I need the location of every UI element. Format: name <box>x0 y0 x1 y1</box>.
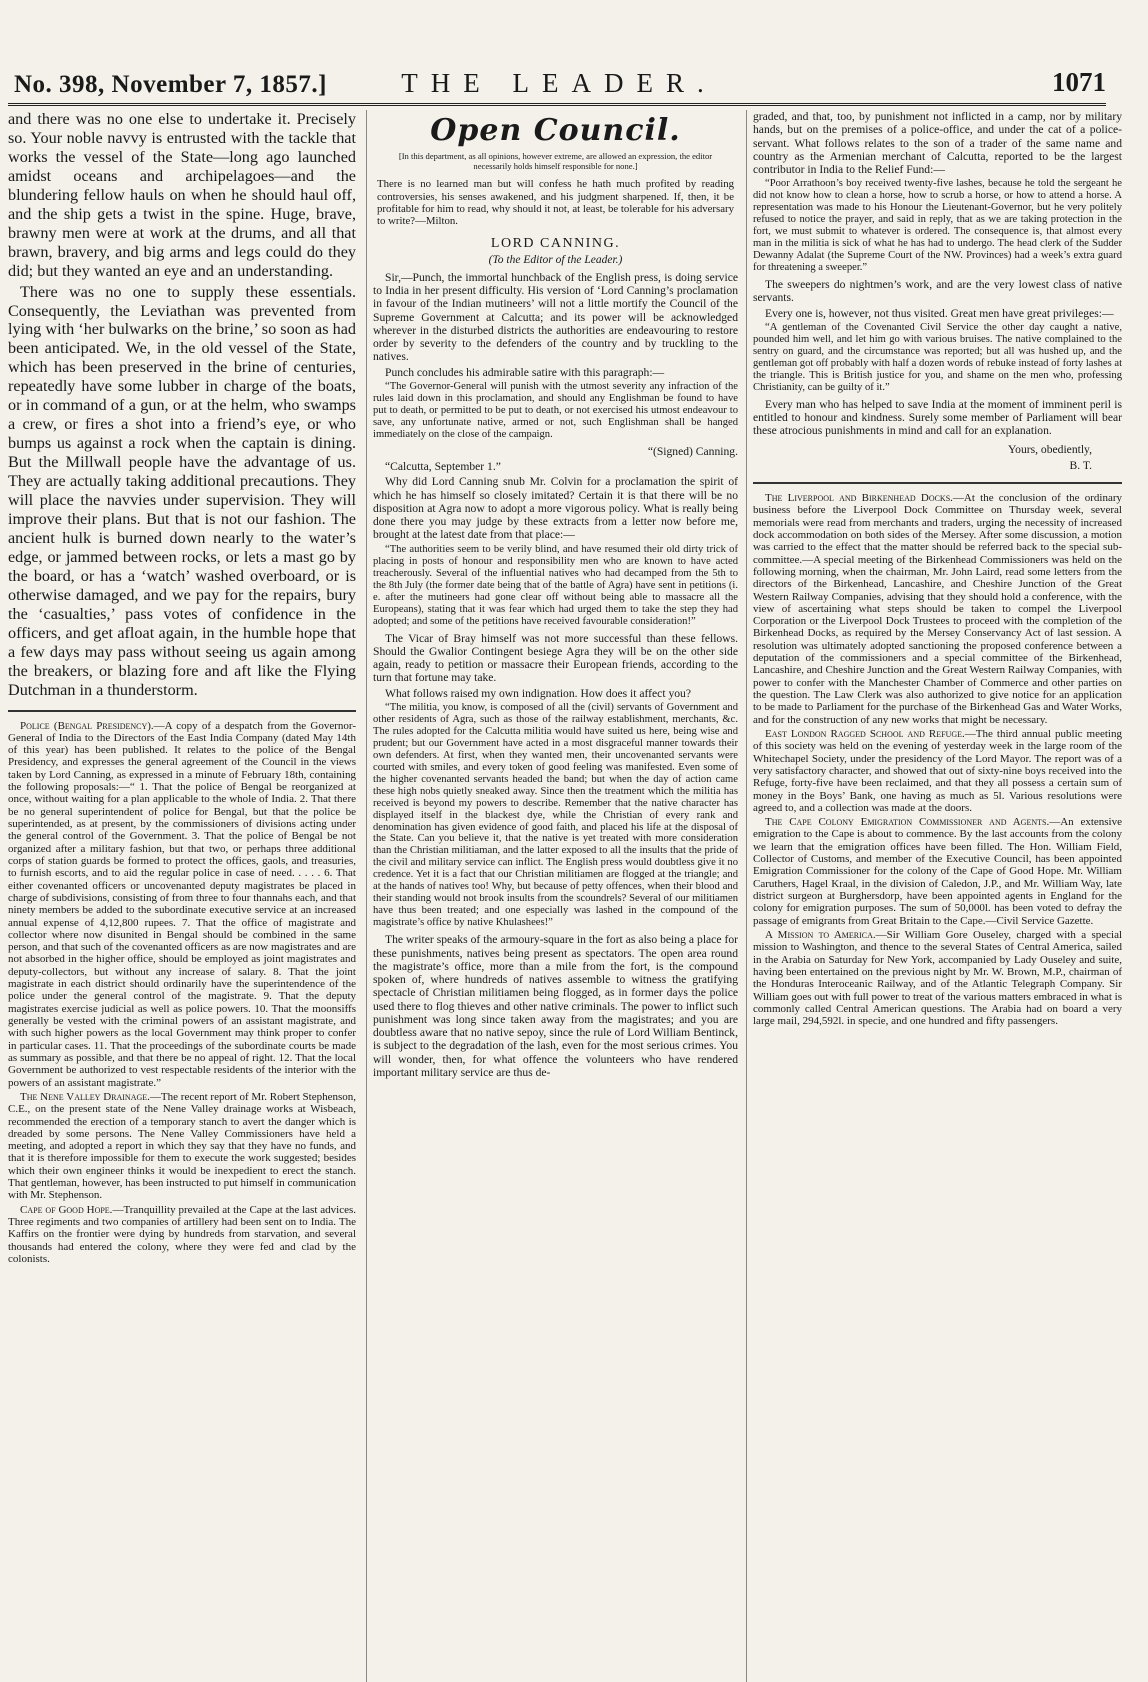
item-body: —The recent report of Mr. Robert Stephenson, C.E., on the present state of the Nene Valley drainage works at Wisbeach, recommended the erection of a temporary stanch to avert the danger which is dreaded by some persons. The Nene Valley Commissioners have held a meeting, and adopted a report in which they say that they have no funds, and that it is therefore impossible for them to execute the work suggested; besides which their own engineer thinks it would be inexpedient to erect the stanch. That gentleman, however, has been instructed to put himself in communication with Mr. Stephenson. <box>8 1090 356 1202</box>
item-heading: The Cape Colony Emigration Commissioner and Agents. <box>765 816 1050 829</box>
paragraph: Why did Lord Canning snub Mr. Colvin for a proclamation the spirit of which he has himself so closely imitated? Certain it is that there will be no disposition at Agra now to adopt a more vigorous policy. What is really being done there you may judge by these extracts from a letter now before me, brought at the latest date from that place:— <box>373 475 738 542</box>
issue-date: No. 398, November 7, 1857.] <box>14 71 327 98</box>
article-subtitle: (To the Editor of the Leader.) <box>488 253 623 266</box>
quote: “A gentleman of the Covenanted Civil Service the other day caught a native, pounded him well, and let him go with various bruises. The native complained to the sentry on guard, and the circumstance was reported; but all was hushed up, and the gentleman got off probably with half a dozen words of rebuke instead of forty lashes at the triangle. This is British justice for you, and shame on the men who, professing Christianity, can be guilty of it.” <box>753 321 1122 393</box>
quote: “The Governor-General will punish with the utmost severity any infraction of the rules laid down in this proclamation, and should any Englishman be found to have put to death, or permitted to be put to death, or not exercised his utmost endeavour to save, any unfortunate native, armed or not, such Englishman shall be hanged immediately on the close of the campaign. <box>373 381 738 440</box>
column-3 <box>746 110 1122 1682</box>
signature: “(Signed) Canning. <box>647 444 738 458</box>
news-nene <box>8 1091 356 1202</box>
item-heading: A Mission to America. <box>765 928 876 941</box>
divider <box>753 482 1122 484</box>
column-1 <box>8 110 356 1682</box>
paragraph: graded, and that, too, by punishment not inflicted in a camp, nor by military hands, but on the premises of a police-office, and under the cat of a police-servant. What follows relates to the son of a trader of the same name and country as the Armenian merchant of Calcutta, reported to be the largest contributor in India to the Relief Fund:— <box>753 110 1122 177</box>
paragraph: There was no one to supply these essentials. Consequently, the Leviathan was prevented from lying with ‘her bulwarks on the brine,’ so soon as had been anticipated. We, in the old vessel of the State, which has been preserved in the brine of centuries, repeatedly have some lubber in charge of the boats, or in command of a gun, or at the helm, who swamps a crew, or fires a shot into a friend’s eye, or who bumps us against a rock when the captain is dining. But the Millwall people have the advantage of us. They are actually taking additional precautions. They will place the navvies under supervision. They will improve their plans. But that is not our fashion. The ancient hulk is burned down nearly to the water’s edge, or jammed between rocks, or lets a mast go by the board, or has a ‘watch’ washed overboard, or is otherwise damaged, and we pay for the repairs, bury the ‘casualties,’ pass votes of confidence in the officers, and get afloat again, in the humble hope that a few days may pass without seeing us again among the breakers, or blazing fore and aft like the Flying Dutchman in a thunderstorm. <box>8 282 356 699</box>
item-heading: The Nene Valley Drainage. <box>20 1090 150 1103</box>
news-mission <box>753 929 1122 1028</box>
paragraph: Punch concludes his admirable satire with this paragraph:— <box>385 365 665 379</box>
item-body: —At the conclusion of the ordinary business before the Liverpool Dock Committee on Thursday week, several memorials were read from merchants and traders, urging the necessity of increased dock accommodation on both sides of the Mersey. After some discussion, a motion was carried to the effect that the matter should be referred back to the special sub-committee.—A special meeting of the Birkenhead Commissioners was held on the following morning, when the chairman, Mr. John Laird, read some letters from the directors of the Birkenhead, Lancashire, and Cheshire Junction of the Great Western Railway Companies, advising that they should hold a conference, with the view of ascertaining what steps should be taken to compel the Liverpool Corporation or the Liverpool Dock Trustees to proceed with the completion of the Birkenhead Docks, as required by the Mersey Conservancy Act of last session. A resolution was ultimately adopted sanctioning the proposed conference between a deputation of the commissioners and a special committee of the Birkenhead, Lancashire, and Cheshire Junction and the Great Western Railway Companies, with power to confer with the Manchester Chamber of Commerce and other parties on the question. The Law Clerk was also authorized to give notice for an application to be made to Parliament for the purchase of the Birkenhead Gas and Water Works, and for the construction of any new works that might be necessary. <box>753 492 1122 726</box>
page-number: 1071 <box>1052 67 1106 97</box>
epigraph: There is no learned man but will confess he hath much profited by reading controversies, his senses awakened, and his judgment sharpened. If, then, it be profitable for him to read, why should it not, at least, be tolerable for his adversary to write?—Milton. <box>377 178 734 228</box>
item-body: —A copy of a despatch from the Governor-General of India to the Directors of the East India Company (dated May 14th of this year) has been published. It relates to the police of the Bengal Presidency, and expresses the general agreement of the Council in the views taken by Lord Canning, as expressed in a minute of February 18th, containing the following proposals:—“ 1. That the police of Bengal be reorganized at once, without waiting for a plan applicable to the whole of India. 2. That there be no general superintendent of police for Bengal, but that the police be superintended, as at present, by the commissioners of divisions acting under the general control of the Government. 3. That the police of Bengal be not organized after a military fashion, but that two, or perhaps three additional corps of station guards be formed to protect the offices, gaols, and treasuries, to furnish escorts, and to aid the regular police in case of need. . . . . 6. That either covenanted officers or uncovenanted deputy magistrates be placed in charge of subdivisions, consisting of from three to four thannahs each, and that ninety members be added to the subordinate executive service at an increased annual expense of 4,12,800 rupees. 7. That the office of magistrate and collector where now disunited in Bengal should be combined in the same person, and that such of the covenanted officers as are now magistrates and are not absorbed in the higher office, should be employed as joint magistrates and deputy-collectors, but without any increase of salary. 8. That the joint magistrate in each district should ordinarily have the superintendence of the police under the general control of the magistrate. 9. That the deputy magistrates exercise judicial as well as police powers. 10. That the moonsiffs generally be vested with the criminal powers of an assistant magistrate, and with such higher powers as the local Government may think proper to confer in particular cases. 11. That the proceedings of the subordinate courts be made as summary as possible, and that there be no appeal of right. 12. That the local Government be authorized to vest respectable residents of the interior with the powers of an assistant magistrate.” <box>8 719 356 1089</box>
section-title: Open Council. <box>430 113 681 148</box>
news-cape <box>8 1204 356 1266</box>
newspaper-title: THE LEADER. <box>401 68 717 98</box>
item-body: —An extensive emigration to the Cape is about to commence. By the last accounts from the colony we learn that the emigration offices have been filled. The Hon. William Field, Collector of Customs, and member of the Executive Council, has been appointed Emigration Commissioner for the colony of the Cape of Good Hope. Mr. William Caruthers, Hagel Kraal, in the division of Caledon, J.P., and Mr. William Way, late district surgeon at Burghersdorp, have been appointed agents in England for the colony for emigration purposes. The sum of 50,000l. has been voted to defray the passage of emigrants from Great Britain to the Cape.—Civil Service Gazette. <box>753 816 1122 927</box>
columns <box>8 110 1122 1682</box>
paragraph: The writer speaks of the armoury-square in the fort as also being a place for these punishments, natives being present as spectators. The open area round the magistrate’s office, more than a mile from the fort, is the compound spoken of, where hundreds of natives assemble to witness the gratifying spectacle of Christian militiamen being flogged, as in former days the police used there to flog thieves and other native criminals. The power to inflict such punishment was long since taken away from the magistrates; and you are doubtless aware that no native sepoy, since the rule of Lord William Bentinck, is subject to the degradation of the lash, even for the most serious crimes. You will wonder, then, for what offence the volunteers who have rendered important military service are thus de- <box>373 933 738 1079</box>
column-2 <box>366 110 738 1682</box>
news-docks <box>753 492 1122 726</box>
header-rule <box>8 103 1106 106</box>
masthead <box>4 0 1114 104</box>
item-heading: Cape of Good Hope. <box>20 1203 113 1216</box>
paragraph: Every man who has helped to save India at the moment of imminent peril is entitled to honour and kindness. Surely some member of Parliament will bear these atrocious punishments in mind and call for an explanation. <box>753 397 1122 438</box>
paragraph: The Vicar of Bray himself was not more successful than these fellows. Should the Gwalior Contingent besiege Agra they will be on the other side again, ready to petition or massacre their European friends, according to the turn that fortune may take. <box>373 631 738 685</box>
item-body: —The third annual public meeting of this society was held on the evening of yesterday week in the large room of the Whitechapel Society, under the presidency of the Lord Mayor. The report was of a very satisfactory character, and showed that out of sixty-nine boys received into the Refuge, forty-five have been reclaimed, and that they all possess a certain sum of money in the Boys’ Bank, one having as much as 5l. Various resolutions were agreed to, and a collection was made at the doors. <box>753 727 1122 814</box>
leviathan-article <box>8 110 356 700</box>
paragraph: Sir,—Punch, the immortal hunchback of the English press, is doing service to India in her present difficulty. His version of ‘Lord Canning’s proclamation in favour of the Indian mutineers’ will not a little mortify the Council of the Supreme Government at Calcutta; and its power will be acknowledged wherever in the disturbed districts the authorities are endeavouring to restore order by severity to the defenders of the country and by truckling to the natives. <box>373 270 738 364</box>
quote: “Poor Arrathoon’s boy received twenty-five lashes, because he told the sergeant he did not know how to clean a horse, how to scrub a horse, or how to attend a horse. A representation was made to his Honour the Lieutenant-Governor, but he very politely refused to notice the prayer, and said in reply, that as we are taking protection in the fort, we must submit to whatever is ordered. The consequence is, that almost every man in the militia is sick of what he has had to undergo. The head clerk of the Sudder Dewanny Adalat (the Supreme Court of the NW. Provinces) had a week’s extra guard for threatening a sweeper.” <box>753 178 1122 274</box>
dateline: “Calcutta, September 1.” <box>385 460 501 474</box>
news-police <box>8 720 356 1089</box>
author-initials: B. T. <box>1069 458 1092 472</box>
paragraph: and there was no one else to undertake it. Precisely so. Your noble navvy is entrusted with the tackle that works the vessel of the State—long ago launched amidst oceans and archipelagoes—and the blundering fellow hauls on when he should haul off, and the ship gets a twist in the spine. Huge, brave, brawny men were at work at the drums, and all that brawn, bravery, and big arms and legs could do they did; but they wanted an eye and an understanding. <box>8 110 356 280</box>
closing: Yours, obediently, <box>1007 443 1092 457</box>
divider <box>8 710 356 712</box>
item-body: —Sir William Gore Ouseley, charged with a special mission to Washington, and thence to the several States of Central America, sailed in the Arabia on Saturday for New York, accompanied by Lady Ouseley and suite, having been entertained on the previous night by Mr. W. Brown, M.P., chairman of the Honduras Interoceanic Railway, and of the Atlantic Telegraph Company. Sir William goes out with full power to treat of the various matters embraced in what is commonly called Central American questions. The Arabia had on board a very large mail, 294,592l. in specie, and one hundred and fifty passengers. <box>753 928 1122 1028</box>
quote: “The authorities seem to be verily blind, and have resumed their old dirty trick of placing in posts of honour and responsibility men who are known to have acted treacherously. Several of the influential natives who had decamped from the 5th to the 8th July (the former date being that of the battle of Agra) have sent in petitions (i. e. after the mutineers had gone clear off without being able to massacre all the Europeans), stating that it was fear which had urged them to take the step they had adopted; and some of the petitions have received favourable consideration!” <box>373 543 738 627</box>
paragraph: What follows raised my own indignation. How does it affect you? <box>385 686 691 700</box>
quote: “The militia, you know, is composed of all the (civil) servants of Government and other residents of Agra, such as those of the railway establishment, merchants, &c. The rules adopted for the Calcutta militia would have suited us here, being wise and prudent; but our Government have acted in a most disgraceful manner towards their own defenders. At first, when they wanted men, their uncovenanted servants were courted with smiles, and every token of good feeling was manifested. Even some of the higher covenanted servants headed the band; but when the day of action came these high nobs quietly sneaked away. Since then the treatment which the militia has received is beyond my powers to describe. Remember that the native character has displayed itself in the blackest dye, while the Christian of every rank and denomination has given evidence of good faith, and placed his life at the disposal of the State. Can you believe it, that the native is yet treated with more consideration than the Christian militiaman, and the latter exposed to all the insults that the pride of the civil and military service can inflict. The English press would doubtless give it no credence. Yet it is a fact that our Christian militiamen are flogged at the triangle; and at the hands of natives too! Why, but because of petty offences, when their blood and their standing would not brook insults from the scoundrels? Several of our militiamen have thus been treated; and one especially was lashed in the compound of the magistrate’s office by native Khulashees!” <box>373 701 738 929</box>
news-items <box>753 492 1122 1027</box>
item-heading: The Liverpool and Birkenhead Docks. <box>765 492 953 505</box>
item-heading: Police (Bengal Presidency). <box>20 719 154 732</box>
paragraph: The sweepers do nightmen’s work, and are the very lowest class of native servants. <box>753 278 1122 305</box>
section-note: [In this department, as all opinions, however extreme, are allowed an expression, the editor necessarily holds himself responsible for none.] <box>398 151 713 172</box>
item-body: —Tranquillity prevailed at the Cape at the last advices. Three regiments and two companies of artillery had been sent on to India. The Kaffirs on the frontier were dying by hundreds from starvation, and several thousands had entered the colony, where they were fed and clad by the colonists. <box>8 1203 356 1265</box>
article-title: LORD CANNING. <box>490 235 621 251</box>
news-ragged-school <box>753 728 1122 814</box>
item-heading: East London Ragged School and Refuge. <box>765 727 965 740</box>
news-items <box>8 720 356 1266</box>
paragraph: Every one is, however, not thus visited. Great men have great privileges:— <box>765 306 1114 320</box>
news-emigration <box>753 816 1122 927</box>
